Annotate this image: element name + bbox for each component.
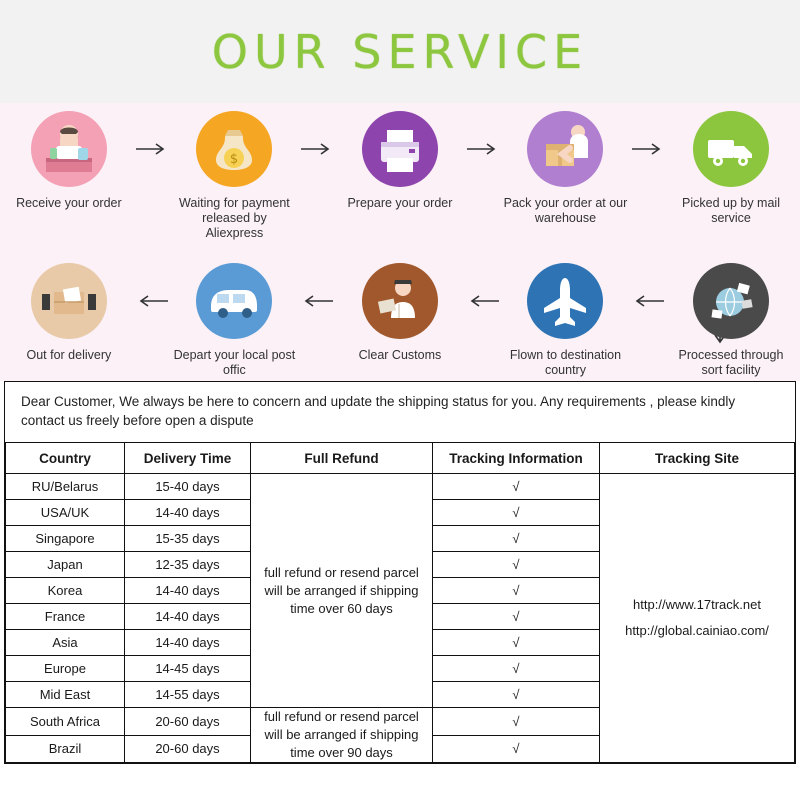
cell-delivery-time: 14-40 days: [125, 604, 251, 630]
step-label: Picked up by mail service: [682, 196, 780, 225]
step-label: Depart your local post offic: [173, 348, 296, 377]
cell-tracking: √: [433, 474, 600, 500]
cell-delivery-time: 20-60 days: [125, 735, 251, 763]
tracking-site-link-2[interactable]: http://global.cainiao.com/: [625, 623, 769, 638]
step-depart-local-post: [172, 263, 296, 378]
step-label: Processed through sort facility: [678, 348, 784, 377]
cell-country: RU/Belarus: [6, 474, 125, 500]
airplane-icon: [527, 263, 603, 339]
table-header-row: [6, 443, 795, 474]
cell-delivery-time: 15-35 days: [125, 526, 251, 552]
page-title: OUR SERVICE: [211, 24, 589, 79]
cell-delivery-time: 14-45 days: [125, 656, 251, 682]
cell-refund-policy-90: full refund or resend parcel will be arranged if shipping time over 90 days: [251, 708, 433, 763]
cell-delivery-time: 20-60 days: [125, 708, 251, 736]
printer-icon: [362, 111, 438, 187]
cell-tracking: √: [433, 604, 600, 630]
cell-country: Mid East: [6, 682, 125, 708]
service-steps-section: [0, 103, 800, 381]
page-header: [0, 0, 800, 103]
customer-notice: Dear Customer, We always be here to concern and update the shipping status for you. Any requirements , please kindly contact us freely before open a dispute: [4, 381, 796, 442]
arrow-right-icon: [629, 111, 667, 187]
globe-parcels-icon: [693, 263, 769, 339]
cell-delivery-time: 12-35 days: [125, 552, 251, 578]
cell-country: Brazil: [6, 735, 125, 763]
step-label: Prepare your order: [347, 196, 453, 210]
customs-officer-icon: [362, 263, 438, 339]
cell-delivery-time: 14-55 days: [125, 682, 251, 708]
arrow-left-icon: [298, 263, 336, 339]
packing-box-icon: [527, 111, 603, 187]
step-processed-sort-facility: [669, 263, 793, 378]
person-at-desk-icon: [31, 111, 107, 187]
arrow-left-icon: [629, 263, 667, 339]
cell-delivery-time: 14-40 days: [125, 630, 251, 656]
cell-delivery-time: 14-40 days: [125, 578, 251, 604]
cell-delivery-time: 15-40 days: [125, 474, 251, 500]
steps-row-2: [0, 263, 800, 378]
cell-tracking: √: [433, 552, 600, 578]
tracking-site-link-1[interactable]: http://www.17track.net: [633, 597, 761, 612]
step-flown-destination: [503, 263, 627, 378]
cell-tracking: √: [433, 735, 600, 763]
step-waiting-payment: [172, 111, 296, 241]
column-header-tracking-information: Tracking Information: [433, 443, 600, 474]
cell-tracking: √: [433, 682, 600, 708]
cell-tracking-sites: [600, 474, 795, 763]
cell-country: Asia: [6, 630, 125, 656]
cell-country: USA/UK: [6, 500, 125, 526]
step-picked-up-mail: [669, 111, 793, 226]
column-header-delivery-time: Delivery Time: [125, 443, 251, 474]
cell-tracking: √: [433, 656, 600, 682]
step-label: Clear Customs: [358, 348, 442, 362]
arrow-right-icon: [133, 111, 171, 187]
step-pack-order: [503, 111, 627, 226]
svg-text:$: $: [230, 152, 239, 167]
step-clear-customs: [338, 263, 462, 363]
column-header-full-refund: Full Refund: [251, 443, 433, 474]
cell-tracking: √: [433, 630, 600, 656]
step-receive-order: [7, 111, 131, 211]
shipping-table: [5, 442, 795, 763]
cell-tracking: √: [433, 578, 600, 604]
cell-tracking: √: [433, 708, 600, 736]
money-bag-icon: [196, 111, 272, 187]
arrow-left-icon: [133, 263, 171, 339]
step-out-for-delivery: [7, 263, 131, 363]
step-label: Flown to destination country: [509, 348, 622, 377]
delivery-truck-icon: [693, 111, 769, 187]
cell-country: Japan: [6, 552, 125, 578]
cell-country: France: [6, 604, 125, 630]
arrow-right-icon: [298, 111, 336, 187]
cell-country: Korea: [6, 578, 125, 604]
parcel-handover-icon: [31, 263, 107, 339]
cell-delivery-time: 14-40 days: [125, 500, 251, 526]
steps-row-1: [0, 111, 800, 241]
column-header-country: Country: [6, 443, 125, 474]
cell-refund-policy-60: full refund or resend parcel will be arranged if shipping time over 60 days: [251, 474, 433, 708]
arrow-left-icon: [464, 263, 502, 339]
cell-country: Singapore: [6, 526, 125, 552]
arrow-right-icon: [464, 111, 502, 187]
cell-tracking: √: [433, 500, 600, 526]
step-label: Out for delivery: [26, 348, 112, 362]
step-label: Pack your order at our warehouse: [503, 196, 628, 225]
step-label: Receive your order: [16, 196, 122, 210]
step-prepare-order: [338, 111, 462, 211]
cell-country: Europe: [6, 656, 125, 682]
column-header-tracking-site: Tracking Site: [600, 443, 795, 474]
step-label: Waiting for payment released by Aliexpress: [179, 196, 290, 240]
cell-tracking: √: [433, 526, 600, 552]
delivery-van-icon: [196, 263, 272, 339]
cell-country: South Africa: [6, 708, 125, 736]
shipping-table-wrapper: [4, 442, 796, 764]
table-row: [6, 474, 795, 500]
